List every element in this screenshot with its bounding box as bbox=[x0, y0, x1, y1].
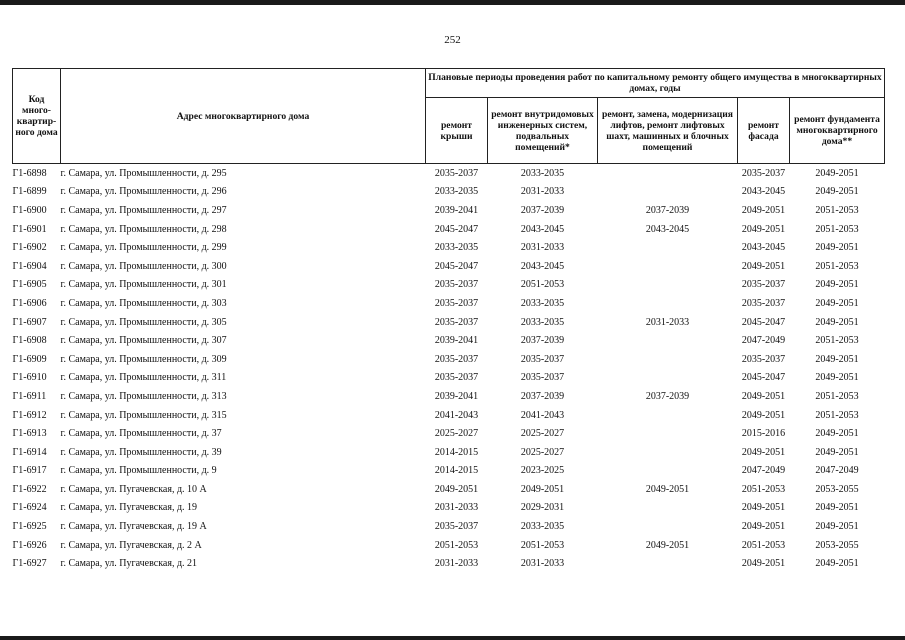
cell-code: Г1-6902 bbox=[12, 242, 47, 254]
table-row bbox=[13, 164, 885, 183]
cell-address: г. Самара, ул. Промышленности, д. 311 bbox=[60, 372, 227, 384]
cell-code: Г1-6909 bbox=[12, 353, 47, 365]
table-row bbox=[13, 536, 885, 555]
cell-foundation: 2051-2053 bbox=[815, 390, 859, 402]
cell-foundation: 2049-2051 bbox=[815, 316, 859, 328]
table-row bbox=[13, 238, 885, 257]
cell-code: Г1-6907 bbox=[12, 316, 47, 328]
cell-foundation: 2049-2051 bbox=[815, 167, 859, 179]
table-row bbox=[13, 387, 885, 406]
cell-systems: 2041-2043 bbox=[520, 409, 565, 421]
capital-repair-table bbox=[12, 68, 885, 573]
cell-address: г. Самара, ул. Пугачевская, д. 2 А bbox=[60, 539, 202, 551]
cell-systems: 2033-2035 bbox=[520, 297, 565, 309]
cell-roof: 2031-2033 bbox=[434, 502, 479, 514]
cell-code: Г1-6910 bbox=[12, 372, 47, 384]
header-address: Адрес многоквартирного дома bbox=[61, 69, 426, 164]
cell-roof: 2025-2027 bbox=[434, 428, 479, 440]
cell-lifts bbox=[598, 350, 738, 369]
cell-lifts bbox=[598, 499, 738, 518]
cell-lifts: 2049-2051 bbox=[645, 539, 690, 551]
cell-code: Г1-6927 bbox=[12, 558, 47, 570]
scan-bottom-border bbox=[0, 636, 905, 640]
cell-roof: 2045-2047 bbox=[434, 260, 479, 272]
cell-foundation: 2049-2051 bbox=[815, 242, 859, 254]
cell-address: г. Самара, ул. Промышленности, д. 313 bbox=[60, 390, 227, 402]
table-row bbox=[13, 294, 885, 313]
cell-roof: 2049-2051 bbox=[434, 483, 479, 495]
cell-facade: 2047-2049 bbox=[741, 465, 786, 477]
cell-facade: 2043-2045 bbox=[741, 186, 786, 198]
cell-address: г. Самара, ул. Промышленности, д. 297 bbox=[60, 204, 227, 216]
cell-lifts bbox=[598, 462, 738, 481]
cell-foundation: 2049-2051 bbox=[815, 372, 859, 384]
table-row bbox=[13, 220, 885, 239]
cell-facade: 2049-2051 bbox=[741, 502, 786, 514]
cell-address: г. Самара, ул. Промышленности, д. 296 bbox=[60, 186, 227, 198]
cell-foundation: 2049-2051 bbox=[815, 297, 859, 309]
cell-roof: 2014-2015 bbox=[434, 446, 479, 458]
cell-facade: 2049-2051 bbox=[741, 446, 786, 458]
table-row bbox=[13, 313, 885, 332]
table-row bbox=[13, 369, 885, 388]
cell-address: г. Самара, ул. Пугачевская, д. 10 А bbox=[60, 483, 207, 495]
cell-address: г. Самара, ул. Промышленности, д. 9 bbox=[60, 465, 217, 477]
table-row bbox=[13, 443, 885, 462]
cell-foundation: 2047-2049 bbox=[815, 465, 859, 477]
table-row bbox=[13, 406, 885, 425]
cell-code: Г1-6924 bbox=[12, 502, 47, 514]
cell-facade: 2049-2051 bbox=[741, 558, 786, 570]
cell-foundation: 2053-2055 bbox=[815, 483, 859, 495]
cell-facade: 2035-2037 bbox=[741, 353, 786, 365]
cell-systems: 2031-2033 bbox=[520, 186, 565, 198]
header-periods: Плановые периоды проведения работ по капитальному ремонту общего имущества в многоквартирных домах, годы bbox=[426, 69, 885, 98]
cell-lifts bbox=[598, 183, 738, 202]
cell-facade: 2049-2051 bbox=[741, 409, 786, 421]
header-roof: ремонт крыши bbox=[426, 98, 488, 164]
cell-foundation: 2051-2053 bbox=[815, 204, 859, 216]
cell-address: г. Самара, ул. Промышленности, д. 298 bbox=[60, 223, 227, 235]
table-row bbox=[13, 276, 885, 295]
cell-systems: 2035-2037 bbox=[520, 353, 565, 365]
cell-code: Г1-6900 bbox=[12, 204, 47, 216]
cell-lifts bbox=[598, 424, 738, 443]
cell-roof: 2039-2041 bbox=[434, 390, 479, 402]
cell-address: г. Самара, ул. Промышленности, д. 301 bbox=[60, 279, 227, 291]
cell-roof: 2039-2041 bbox=[434, 204, 479, 216]
cell-code: Г1-6922 bbox=[12, 483, 47, 495]
table-row bbox=[13, 350, 885, 369]
cell-systems: 2043-2045 bbox=[520, 260, 565, 272]
cell-systems: 2037-2039 bbox=[520, 204, 565, 216]
cell-code: Г1-6917 bbox=[12, 465, 47, 477]
cell-address: г. Самара, ул. Промышленности, д. 39 bbox=[60, 446, 222, 458]
cell-lifts: 2037-2039 bbox=[645, 204, 690, 216]
cell-lifts bbox=[598, 369, 738, 388]
cell-code: Г1-6911 bbox=[12, 390, 47, 402]
table-row bbox=[13, 480, 885, 499]
table-row bbox=[13, 257, 885, 276]
cell-lifts bbox=[598, 331, 738, 350]
cell-roof: 2014-2015 bbox=[434, 465, 479, 477]
cell-roof: 2045-2047 bbox=[434, 223, 479, 235]
cell-roof: 2033-2035 bbox=[434, 186, 479, 198]
cell-foundation: 2049-2051 bbox=[815, 279, 859, 291]
cell-systems: 2033-2035 bbox=[520, 167, 565, 179]
cell-systems: 2051-2053 bbox=[520, 279, 565, 291]
cell-facade: 2049-2051 bbox=[741, 521, 786, 533]
cell-address: г. Самара, ул. Промышленности, д. 305 bbox=[60, 316, 227, 328]
cell-facade: 2035-2037 bbox=[741, 297, 786, 309]
cell-foundation: 2049-2051 bbox=[815, 353, 859, 365]
cell-lifts bbox=[598, 238, 738, 257]
cell-address: г. Самара, ул. Промышленности, д. 303 bbox=[60, 297, 227, 309]
cell-lifts: 2031-2033 bbox=[645, 316, 690, 328]
header-lifts: ремонт, замена, модернизация лифтов, ремонт лифтовых шахт, машинных и блочных помещений bbox=[598, 98, 738, 164]
cell-code: Г1-6913 bbox=[12, 428, 47, 440]
cell-code: Г1-6926 bbox=[12, 539, 47, 551]
cell-code: Г1-6899 bbox=[12, 186, 47, 198]
cell-facade: 2035-2037 bbox=[741, 167, 786, 179]
cell-facade: 2045-2047 bbox=[741, 316, 786, 328]
cell-systems: 2033-2035 bbox=[520, 521, 565, 533]
scan-top-border bbox=[0, 0, 905, 5]
cell-roof: 2035-2037 bbox=[434, 372, 479, 384]
cell-code: Г1-6901 bbox=[12, 223, 47, 235]
cell-code: Г1-6914 bbox=[12, 446, 47, 458]
cell-systems: 2031-2033 bbox=[520, 242, 565, 254]
cell-foundation: 2049-2051 bbox=[815, 502, 859, 514]
cell-foundation: 2049-2051 bbox=[815, 521, 859, 533]
cell-code: Г1-6906 bbox=[12, 297, 47, 309]
cell-roof: 2035-2037 bbox=[434, 279, 479, 291]
cell-roof: 2035-2037 bbox=[434, 316, 479, 328]
cell-roof: 2035-2037 bbox=[434, 521, 479, 533]
header-code: Код много-квартир-ного дома bbox=[13, 69, 61, 164]
cell-address: г. Самара, ул. Промышленности, д. 300 bbox=[60, 260, 227, 272]
cell-foundation: 2049-2051 bbox=[815, 428, 859, 440]
cell-foundation: 2049-2051 bbox=[815, 186, 859, 198]
cell-code: Г1-6925 bbox=[12, 521, 47, 533]
cell-code: Г1-6904 bbox=[12, 260, 47, 272]
table-row bbox=[13, 554, 885, 573]
cell-lifts: 2049-2051 bbox=[645, 483, 690, 495]
cell-address: г. Самара, ул. Промышленности, д. 307 bbox=[60, 335, 227, 347]
cell-systems: 2037-2039 bbox=[520, 335, 565, 347]
cell-systems: 2031-2033 bbox=[520, 558, 565, 570]
cell-lifts bbox=[598, 443, 738, 462]
cell-systems: 2033-2035 bbox=[520, 316, 565, 328]
cell-code: Г1-6912 bbox=[12, 409, 47, 421]
cell-lifts bbox=[598, 294, 738, 313]
cell-facade: 2045-2047 bbox=[741, 372, 786, 384]
cell-systems: 2043-2045 bbox=[520, 223, 565, 235]
cell-facade: 2015-2016 bbox=[741, 428, 786, 440]
cell-foundation: 2051-2053 bbox=[815, 260, 859, 272]
cell-lifts: 2037-2039 bbox=[645, 390, 690, 402]
cell-address: г. Самара, ул. Пугачевская, д. 19 bbox=[60, 502, 198, 514]
table-row bbox=[13, 183, 885, 202]
cell-systems: 2049-2051 bbox=[520, 483, 565, 495]
table-row bbox=[13, 331, 885, 350]
cell-code: Г1-6905 bbox=[12, 279, 47, 291]
cell-systems: 2037-2039 bbox=[520, 390, 565, 402]
cell-roof: 2033-2035 bbox=[434, 242, 479, 254]
cell-systems: 2025-2027 bbox=[520, 446, 565, 458]
cell-address: г. Самара, ул. Пугачевская, д. 21 bbox=[60, 558, 198, 570]
cell-code: Г1-6908 bbox=[12, 335, 47, 347]
table-body bbox=[13, 164, 885, 574]
cell-address: г. Самара, ул. Промышленности, д. 315 bbox=[60, 409, 227, 421]
table-row bbox=[13, 424, 885, 443]
cell-facade: 2049-2051 bbox=[741, 260, 786, 272]
cell-address: г. Самара, ул. Пугачевская, д. 19 А bbox=[60, 521, 207, 533]
cell-foundation: 2049-2051 bbox=[815, 558, 859, 570]
cell-systems: 2023-2025 bbox=[520, 465, 565, 477]
cell-facade: 2051-2053 bbox=[741, 539, 786, 551]
cell-lifts bbox=[598, 406, 738, 425]
cell-systems: 2025-2027 bbox=[520, 428, 565, 440]
cell-facade: 2049-2051 bbox=[741, 204, 786, 216]
cell-lifts: 2043-2045 bbox=[645, 223, 690, 235]
cell-facade: 2049-2051 bbox=[741, 223, 786, 235]
cell-roof: 2031-2033 bbox=[434, 558, 479, 570]
table-row bbox=[13, 517, 885, 536]
cell-address: г. Самара, ул. Промышленности, д. 295 bbox=[60, 167, 227, 179]
table-row bbox=[13, 499, 885, 518]
table-row bbox=[13, 462, 885, 481]
cell-lifts bbox=[598, 276, 738, 295]
cell-facade: 2035-2037 bbox=[741, 279, 786, 291]
cell-lifts bbox=[598, 517, 738, 536]
cell-lifts bbox=[598, 554, 738, 573]
cell-lifts bbox=[598, 257, 738, 276]
cell-roof: 2035-2037 bbox=[434, 297, 479, 309]
cell-facade: 2049-2051 bbox=[741, 390, 786, 402]
cell-facade: 2047-2049 bbox=[741, 335, 786, 347]
cell-foundation: 2053-2055 bbox=[815, 539, 859, 551]
cell-address: г. Самара, ул. Промышленности, д. 299 bbox=[60, 242, 227, 254]
page-number: 252 bbox=[444, 34, 461, 46]
cell-roof: 2041-2043 bbox=[434, 409, 479, 421]
cell-foundation: 2051-2053 bbox=[815, 335, 859, 347]
cell-roof: 2039-2041 bbox=[434, 335, 479, 347]
header-facade: ремонт фасада bbox=[738, 98, 790, 164]
cell-systems: 2051-2053 bbox=[520, 539, 565, 551]
cell-systems: 2029-2031 bbox=[520, 502, 565, 514]
cell-facade: 2043-2045 bbox=[741, 242, 786, 254]
cell-facade: 2051-2053 bbox=[741, 483, 786, 495]
cell-address: г. Самара, ул. Промышленности, д. 37 bbox=[60, 428, 222, 440]
header-systems: ремонт внутридомовых инженерных систем, подвальных помещений* bbox=[488, 98, 598, 164]
cell-roof: 2035-2037 bbox=[434, 167, 479, 179]
table-row bbox=[13, 201, 885, 220]
cell-lifts bbox=[598, 164, 738, 183]
cell-address: г. Самара, ул. Промышленности, д. 309 bbox=[60, 353, 227, 365]
cell-foundation: 2051-2053 bbox=[815, 409, 859, 421]
cell-foundation: 2049-2051 bbox=[815, 446, 859, 458]
cell-code: Г1-6898 bbox=[12, 167, 47, 179]
cell-foundation: 2051-2053 bbox=[815, 223, 859, 235]
cell-systems: 2035-2037 bbox=[520, 372, 565, 384]
header-foundation: ремонт фундамента многоквартирного дома** bbox=[790, 98, 885, 164]
cell-roof: 2035-2037 bbox=[434, 353, 479, 365]
cell-roof: 2051-2053 bbox=[434, 539, 479, 551]
